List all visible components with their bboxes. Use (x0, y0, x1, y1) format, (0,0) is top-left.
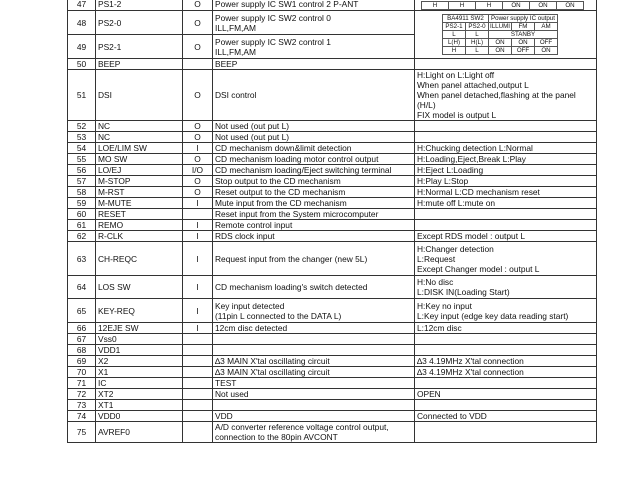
pin-name-cell: PS2-0 (96, 11, 183, 35)
io-cell: I (183, 220, 213, 231)
remark-cell (415, 165, 597, 176)
io-cell: O (183, 35, 213, 59)
pin-name-cell: 12EJE SW (96, 323, 183, 334)
description-cell (213, 59, 415, 70)
remark-cell (415, 0, 597, 11)
remark-cell (415, 187, 597, 198)
table-row (68, 121, 597, 132)
remark-cell (415, 378, 597, 389)
pin-number-cell: 50 (68, 59, 96, 70)
description-line: DSI control (215, 90, 257, 100)
remark-line: L:Request (417, 253, 456, 264)
io-cell: O (183, 0, 213, 11)
description-cell (213, 334, 415, 345)
truth-table-cell: H (443, 47, 466, 55)
io-cell: O (183, 70, 213, 121)
remark-line: H:Chucking detection L:Normal (417, 143, 533, 153)
pin-name-cell: XT2 (96, 389, 183, 400)
description-cell (213, 422, 415, 443)
description-line: VDD (215, 411, 233, 421)
pin-number-cell: 52 (68, 121, 96, 132)
pin-table-body (68, 0, 597, 443)
pin-name-cell: NC (96, 121, 183, 132)
description-cell (213, 187, 415, 198)
remark-cell (415, 220, 597, 231)
pin-number-cell: 64 (68, 276, 96, 299)
description-line: connection to the 80pin AVCONT (215, 432, 338, 442)
table-row (68, 176, 597, 187)
description-cell (213, 220, 415, 231)
remark-line: L:DISK IN(Loading Start) (417, 287, 510, 297)
table-row (68, 378, 597, 389)
pin-number-cell: 53 (68, 132, 96, 143)
io-cell (183, 389, 213, 400)
pin-number-cell: 63 (68, 242, 96, 276)
io-cell: I (183, 198, 213, 209)
truth-table-cell: OFF (512, 47, 535, 55)
ba4911-truth-table (442, 14, 558, 55)
table-row (68, 345, 597, 356)
switch-state-cell: H (476, 2, 503, 10)
pin-name-cell: CH-REQC (96, 242, 183, 276)
description-cell (213, 378, 415, 389)
remark-line: H:Changer detection (417, 243, 494, 254)
description-cell (213, 0, 415, 11)
truth-table-cell: L(H) (443, 39, 466, 47)
description-line: (11pin L connected to the DATA L) (215, 310, 342, 321)
io-cell (183, 367, 213, 378)
description-line: ∆3 MAIN X'tal oscillating circuit (215, 356, 330, 366)
remark-line: Connected to VDD (417, 411, 487, 421)
remark-cell (415, 299, 597, 323)
pin-number-cell: 70 (68, 367, 96, 378)
table-row (68, 334, 597, 345)
remark-cell (415, 356, 597, 367)
remark-line: H:mute off L:mute on (417, 198, 496, 208)
pin-name-cell: BEEP (96, 59, 183, 70)
description-cell (213, 231, 415, 242)
remark-cell (415, 367, 597, 378)
io-cell: I (183, 299, 213, 323)
remark-cell (415, 70, 597, 121)
table-row (68, 59, 597, 70)
pin-description-table (67, 0, 597, 443)
io-cell (183, 400, 213, 411)
io-cell: O (183, 11, 213, 35)
description-line: Power supply IC SW2 control 1 (215, 36, 331, 47)
remark-line: Except RDS model : output L (417, 231, 525, 241)
switch-state-cell: H (449, 2, 476, 10)
remark-cell (415, 11, 597, 59)
remark-line: H:Eject L:Loading (417, 165, 484, 175)
pin-name-cell: AVREF0 (96, 422, 183, 443)
description-line: Key input detected (215, 300, 285, 311)
table-row (68, 400, 597, 411)
table-row (68, 411, 597, 422)
io-cell: I (183, 143, 213, 154)
pin-number-cell: 51 (68, 70, 96, 121)
description-line: RDS clock input (215, 231, 275, 241)
pin-number-cell: 60 (68, 209, 96, 220)
pin-name-cell: X2 (96, 356, 183, 367)
pin-number-cell: 72 (68, 389, 96, 400)
description-line: ILL,FM,AM (215, 22, 256, 33)
pin-number-cell: 57 (68, 176, 96, 187)
pin-number-cell: 71 (68, 378, 96, 389)
description-line: Request input from the changer (new 5L) (215, 253, 368, 264)
table-row (68, 154, 597, 165)
description-cell (213, 276, 415, 299)
remark-cell (415, 323, 597, 334)
remark-line: FIX model is output L (417, 110, 497, 120)
pin-name-cell: XT1 (96, 400, 183, 411)
table-row (68, 132, 597, 143)
description-line: Not used (out put L) (215, 121, 290, 131)
description-cell (213, 356, 415, 367)
remark-line: L:12cm disc (417, 323, 462, 333)
table-row (68, 220, 597, 231)
pin-number-cell: 47 (68, 0, 96, 11)
pin-name-cell: MO SW (96, 154, 183, 165)
io-cell: O (183, 154, 213, 165)
table-row (68, 0, 597, 11)
switch-state-cell: ON (503, 2, 530, 10)
io-cell (183, 209, 213, 220)
truth-table-cell: ON (489, 47, 512, 55)
pin-number-cell: 59 (68, 198, 96, 209)
remark-line: Except Changer model : output L (417, 263, 540, 274)
remark-cell (415, 389, 597, 400)
io-cell: O (183, 187, 213, 198)
description-line: Mute input from the CD mechanism (215, 198, 347, 208)
remark-cell (415, 411, 597, 422)
table-row (68, 165, 597, 176)
table-row (68, 187, 597, 198)
remark-cell (415, 231, 597, 242)
pin-name-cell: M-RST (96, 187, 183, 198)
description-cell (213, 242, 415, 276)
io-cell: I (183, 323, 213, 334)
remark-cell (415, 209, 597, 220)
truth-table-cell: FM (512, 23, 535, 31)
remark-cell (415, 121, 597, 132)
description-cell (213, 411, 415, 422)
remark-cell (415, 176, 597, 187)
pin-number-cell: 58 (68, 187, 96, 198)
io-cell (183, 356, 213, 367)
table-row (68, 231, 597, 242)
description-cell (213, 209, 415, 220)
table-row (68, 143, 597, 154)
description-line: ∆3 MAIN X'tal oscillating circuit (215, 367, 330, 377)
io-cell (183, 59, 213, 70)
description-line: Power supply IC SW1 control 2 P-ANT (215, 0, 359, 9)
remark-line: When panel attached,output L (417, 80, 529, 90)
description-line: CD mechanism loading motor control output (215, 154, 379, 164)
io-cell: O (183, 121, 213, 132)
pin-name-cell: M-MUTE (96, 198, 183, 209)
remark-line: ∆3 4.19MHz X'tal connection (417, 356, 524, 366)
truth-table-cell: STANBY (489, 31, 558, 39)
pin-number-cell: 55 (68, 154, 96, 165)
pin-name-cell: REMO (96, 220, 183, 231)
pin-name-cell: RESET (96, 209, 183, 220)
remark-line: ∆3 4.19MHz X'tal connection (417, 367, 524, 377)
remark-cell (415, 132, 597, 143)
pin-name-cell: X1 (96, 367, 183, 378)
truth-table-cell: L (466, 47, 489, 55)
pin-name-cell: DSI (96, 70, 183, 121)
truth-table-cell: PS2-0 (466, 23, 489, 31)
switch-state-cell: ON (530, 2, 557, 10)
truth-table-cell: Power supply IC output (489, 15, 558, 23)
pin-name-cell: Vss0 (96, 334, 183, 345)
description-cell (213, 367, 415, 378)
remark-cell (415, 400, 597, 411)
truth-table-cell: L (443, 31, 466, 39)
description-cell (213, 35, 415, 59)
description-line: CD mechanism loading's switch detected (215, 282, 368, 292)
table-row (68, 70, 597, 121)
pin-number-cell: 73 (68, 400, 96, 411)
table-row (68, 198, 597, 209)
table-row (68, 367, 597, 378)
io-cell (183, 411, 213, 422)
pin-number-cell: 69 (68, 356, 96, 367)
pin-number-cell: 67 (68, 334, 96, 345)
truth-table-cell: AM (535, 23, 558, 31)
truth-table-cell: ON (535, 47, 558, 55)
pin-number-cell: 66 (68, 323, 96, 334)
pin-number-cell: 56 (68, 165, 96, 176)
table-row (68, 323, 597, 334)
remark-line: OPEN (417, 389, 441, 399)
pin-name-cell: M-STOP (96, 176, 183, 187)
truth-table-cell: OFF (535, 39, 558, 47)
table-row (68, 11, 597, 35)
description-line: CD mechanism down&limit detection (215, 143, 352, 153)
description-line: TEST (215, 378, 237, 388)
pin-number-cell: 65 (68, 299, 96, 323)
io-cell: O (183, 176, 213, 187)
remark-cell (415, 276, 597, 299)
truth-table-cell: ILLUMI (490, 23, 510, 30)
pin-name-cell: NC (96, 132, 183, 143)
pin-name-cell: PS1-2 (96, 0, 183, 11)
description-cell (213, 198, 415, 209)
table-row (68, 422, 597, 443)
table-row (68, 242, 597, 276)
table-row (68, 389, 597, 400)
pin-number-cell: 61 (68, 220, 96, 231)
description-cell (213, 389, 415, 400)
pin-number-cell: 54 (68, 143, 96, 154)
description-cell (213, 299, 415, 323)
switch-state-cell: H (422, 2, 449, 10)
pin-number-cell: 62 (68, 231, 96, 242)
description-cell (213, 70, 415, 121)
description-cell (213, 11, 415, 35)
description-line: Not used (215, 389, 249, 399)
remark-cell (415, 143, 597, 154)
remark-line: L:Key input (edge key data reading start) (417, 310, 569, 321)
remark-cell (415, 154, 597, 165)
switch-state-table (421, 1, 584, 10)
description-cell (213, 165, 415, 176)
io-cell (183, 422, 213, 443)
io-cell (183, 378, 213, 389)
table-row (68, 276, 597, 299)
pin-name-cell: PS2-1 (96, 35, 183, 59)
description-line: A/D converter reference voltage control output, (215, 422, 389, 432)
description-cell (213, 121, 415, 132)
description-cell (213, 176, 415, 187)
truth-table-cell: PS2-1 (443, 23, 466, 31)
description-line: Power supply IC SW2 control 0 (215, 12, 331, 23)
remark-line: When panel detached,flashing at the panel (H/L) (417, 90, 576, 110)
io-cell: I (183, 231, 213, 242)
pin-number-cell: 48 (68, 11, 96, 35)
pin-number-cell: 49 (68, 35, 96, 59)
io-cell: O (183, 132, 213, 143)
pin-name-cell: VDD1 (96, 345, 183, 356)
remark-line: H:Loading,Eject,Break L:Play (417, 154, 526, 164)
remark-cell (415, 334, 597, 345)
truth-table-cell: BA4911 SW2 (443, 15, 489, 23)
truth-table-cell: L (466, 31, 489, 39)
description-line: Reset output to the CD mechanism (215, 187, 346, 197)
remark-line: H:Light on L:Light off (417, 70, 495, 80)
table-row (68, 356, 597, 367)
description-cell (213, 143, 415, 154)
description-line: BEEP (215, 59, 238, 69)
table-row (68, 209, 597, 220)
description-cell (213, 345, 415, 356)
pin-name-cell: LOS SW (96, 276, 183, 299)
pin-name-cell: IC (96, 378, 183, 389)
description-line: CD mechanism loading/Eject switching terminal (215, 165, 392, 175)
description-line: 12cm disc detected (215, 323, 288, 333)
pin-number-cell: 75 (68, 422, 96, 443)
description-line: ILL,FM,AM (215, 46, 256, 57)
truth-table-cell: ON (489, 39, 512, 47)
pin-name-cell: LOE/LIM SW (96, 143, 183, 154)
remark-line: H:Normal L:CD mechanism reset (417, 187, 540, 197)
truth-table-cell: H(L) (466, 39, 489, 47)
pin-name-cell: VDD0 (96, 411, 183, 422)
pin-number-cell: 74 (68, 411, 96, 422)
pin-name-cell: LO/EJ (96, 165, 183, 176)
io-cell: I/O (183, 165, 213, 176)
remark-cell (415, 59, 597, 70)
io-cell (183, 334, 213, 345)
description-cell (213, 323, 415, 334)
truth-table-cell: ON (512, 39, 535, 47)
remark-line: H:No disc (417, 277, 454, 287)
pin-name-cell: R-CLK (96, 231, 183, 242)
description-line: Remote control input (215, 220, 293, 230)
description-cell (213, 154, 415, 165)
remark-cell (415, 422, 597, 443)
remark-line: H:Key no input (417, 300, 472, 311)
io-cell: I (183, 242, 213, 276)
description-cell (213, 400, 415, 411)
pin-name-cell: KEY-REQ (96, 299, 183, 323)
description-cell (213, 132, 415, 143)
io-cell (183, 345, 213, 356)
remark-cell (415, 198, 597, 209)
table-row (68, 299, 597, 323)
remark-line: H:Play L:Stop (417, 176, 469, 186)
remark-cell (415, 242, 597, 276)
description-line: Stop output to the CD mechanism (215, 176, 341, 186)
description-line: Not used (out put L) (215, 132, 290, 142)
description-line: Reset input from the System microcomputer (215, 209, 379, 219)
switch-state-cell: ON (557, 2, 584, 10)
remark-cell (415, 345, 597, 356)
pin-number-cell: 68 (68, 345, 96, 356)
io-cell: I (183, 276, 213, 299)
